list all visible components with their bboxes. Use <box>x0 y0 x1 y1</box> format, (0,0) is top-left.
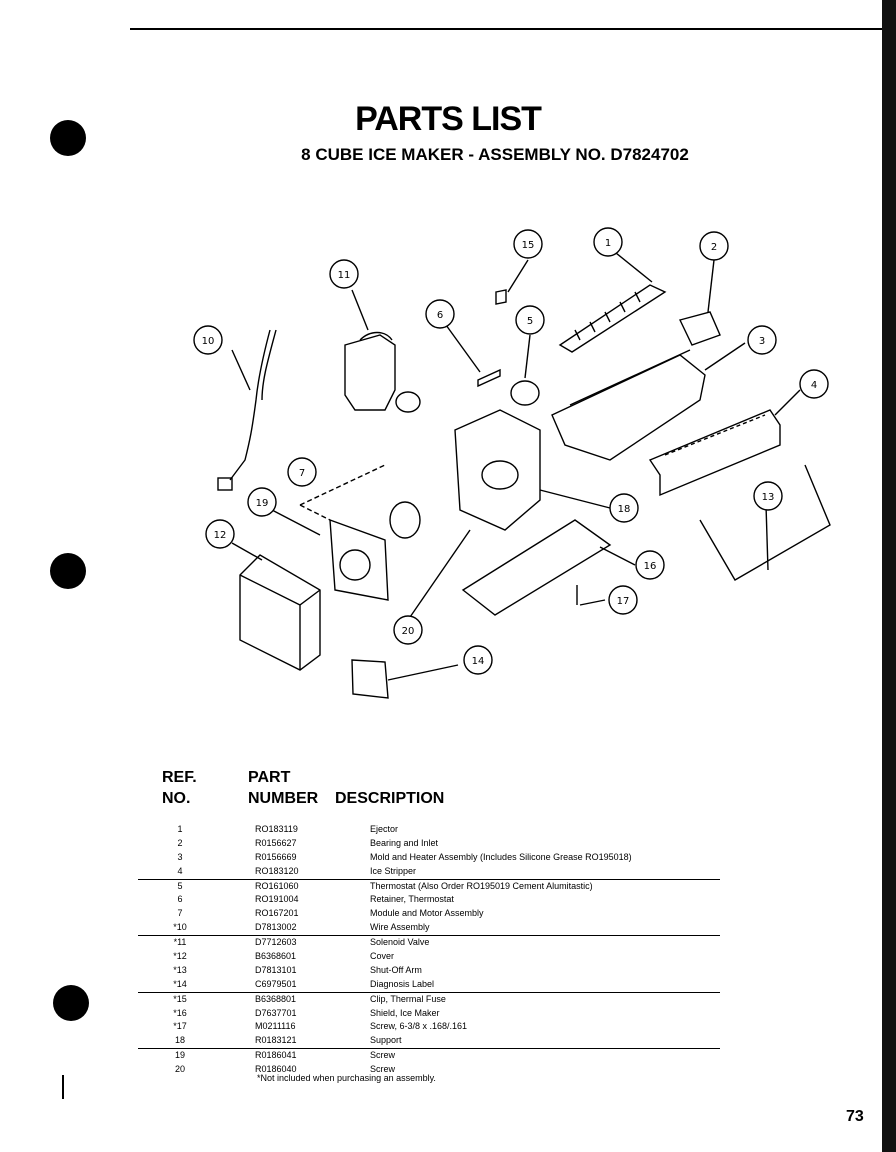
page-title: PARTS LIST <box>355 100 541 138</box>
table-row: 19 R0186041 Screw <box>174 1050 396 1061</box>
cover-shape <box>240 555 320 670</box>
page-top-border <box>130 28 896 76</box>
svg-text:7: 7 <box>298 468 306 479</box>
svg-text:16: 16 <box>643 561 657 572</box>
table-row: 20 R0186040 Screw <box>174 1064 396 1075</box>
svg-text:4: 4 <box>810 380 818 391</box>
svg-text:6: 6 <box>436 310 444 321</box>
svg-text:2: 2 <box>710 242 718 253</box>
table-row: *15 B6368801 Clip, Thermal Fuse <box>173 993 446 1004</box>
page-right-edge <box>882 0 896 1152</box>
callout-5 <box>516 306 544 334</box>
callout-7 <box>288 458 316 486</box>
callout-6 <box>426 300 454 328</box>
table-row: *10 D7813002 Wire Assembly <box>138 921 720 936</box>
svg-text:5: 5 <box>526 316 534 327</box>
table-row: *11 D7712603 Solenoid Valve <box>173 937 430 948</box>
thermostat-retainer-shape <box>478 370 500 386</box>
svg-text:19: 19 <box>255 498 269 509</box>
support-frame-shape <box>455 410 540 530</box>
svg-text:18: 18 <box>617 504 631 515</box>
page-number: 73 <box>846 1108 864 1125</box>
svg-text:20: 20 <box>401 626 415 637</box>
parts-table <box>160 823 720 1077</box>
svg-text:17: 17 <box>616 596 630 607</box>
table-row: 5 RO161060 Thermostat (Also Order RO195019 Cement Alumitastic) <box>177 880 593 891</box>
svg-text:12: 12 <box>213 530 227 541</box>
svg-text:13: 13 <box>761 492 775 503</box>
mold-heater-shape <box>552 355 705 460</box>
thermal-fuse-clip-shape <box>496 290 506 304</box>
solenoid-valve-shape <box>345 335 395 410</box>
exploded-parts-diagram <box>150 220 850 700</box>
module-motor-shape <box>330 520 388 600</box>
table-row: 2 R0156627 Bearing and Inlet <box>177 837 439 848</box>
table-row: 3 R0156669 Mold and Heater Assembly (Includes Silicone Grease RO195018) <box>177 851 632 862</box>
callout-20 <box>394 616 422 644</box>
footnote: *Not included when purchasing an assembly. <box>257 1073 436 1083</box>
callout-3 <box>748 326 776 354</box>
callout-18 <box>610 494 638 522</box>
table-row: 1 RO183119 Ejector <box>177 824 399 834</box>
table-row: *16 D7637701 Shield, Ice Maker <box>173 1007 440 1018</box>
callout-11 <box>330 260 358 288</box>
table-row: *12 B6368601 Cover <box>173 951 395 962</box>
callout-12 <box>206 520 234 548</box>
callout-17 <box>609 586 637 614</box>
wire-assembly-shape <box>230 330 270 480</box>
callout-4 <box>800 370 828 398</box>
table-row: 7 RO167201 Module and Motor Assembly <box>177 908 484 919</box>
table-row: 18 R0183121 Support <box>138 1034 720 1049</box>
ice-stripper-shape <box>650 410 780 495</box>
callout-2 <box>700 232 728 260</box>
diagnosis-label-shape <box>352 660 388 698</box>
binder-hole-bottom <box>53 985 89 1021</box>
margin-mark <box>62 1075 64 1099</box>
thermostat-shape <box>511 381 539 405</box>
callout-15 <box>514 230 542 258</box>
callout-13 <box>754 482 782 510</box>
callout-19 <box>248 488 276 516</box>
part-number-header: PART NUMBER <box>248 769 319 807</box>
callout-1 <box>594 228 622 256</box>
table-row: 4 RO183120 Ice Stripper <box>138 865 720 880</box>
svg-text:14: 14 <box>471 656 485 667</box>
svg-text:11: 11 <box>337 270 351 281</box>
shield-shape <box>463 520 610 615</box>
table-row: *13 D7813101 Shut-Off Arm <box>173 964 422 975</box>
ejector-shape <box>560 285 665 352</box>
table-row: 6 RO191004 Retainer, Thermostat <box>177 894 454 905</box>
svg-text:3: 3 <box>758 336 766 347</box>
svg-text:1: 1 <box>604 238 612 249</box>
table-row: *14 C6979501 Diagnosis Label <box>138 978 720 993</box>
bearing-inlet-shape <box>680 312 720 345</box>
callout-14 <box>464 646 492 674</box>
binder-hole-middle <box>50 553 86 589</box>
callout-10 <box>194 326 222 354</box>
table-row: *17 M0211116 Screw, 6-3/8 x .168/.161 <box>173 1021 468 1032</box>
svg-text:15: 15 <box>521 240 535 251</box>
callout-16 <box>636 551 664 579</box>
ref-no-header: REF. NO. <box>162 769 197 807</box>
page-subtitle: 8 CUBE ICE MAKER - ASSEMBLY NO. D7824702 <box>301 145 689 164</box>
svg-text:10: 10 <box>201 336 215 347</box>
description-header: DESCRIPTION <box>335 790 445 807</box>
